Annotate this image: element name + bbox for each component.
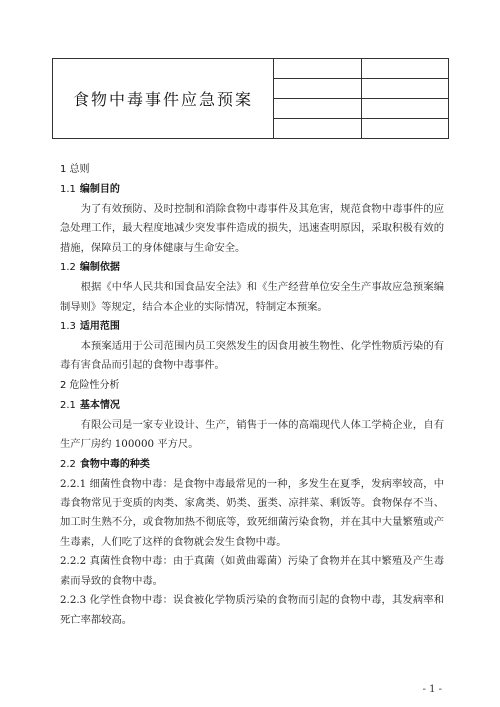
- section-number: 1.2: [60, 262, 76, 274]
- paragraph-1-1: 为了有效预防、及时控制和消除食物中毒事件及其危害，规范食物中毒事件的应急处理工作，最大程度地减少突发事件造成的损失，迅速查明原因，采取积极有效的措施，保障员工的身体健康与生命安全。: [60, 203, 444, 254]
- header-cell: [361, 119, 449, 139]
- section-title: 食物中毒的种类: [79, 458, 150, 470]
- header-table: [52, 58, 449, 139]
- section-heading-1-3: [60, 317, 444, 337]
- paragraph-2-2-3: 2.2.3 化学性食物中毒：误食被化学物质污染的食物而引起的食物中毒，其发病率和死亡率都较高。: [60, 594, 444, 626]
- paragraph-2-2-2: 2.2.2 真菌性食物中毒：由于真菌（如黄曲霉菌）污染了食物并在其中繁殖及产生毒素而导致的食物中毒。: [60, 555, 444, 587]
- section-title: 编制目的: [79, 184, 120, 195]
- section-heading-1-2: [60, 258, 444, 278]
- section-title: 编制依据: [79, 262, 120, 274]
- paragraph-2-2-1: 2.2.1 细菌性食物中毒：是食物中毒最常见的一种，多发生在夏季，发病率较高，中毒食物常见于变质的肉类、家禽类、奶类、蛋类、凉拌菜、剩饭等。食物保存不当、加工时生熟不分，或食物加热不彻底等，致死细菌污染食物，并在其中大量繁殖或产生毒素，人们吃了这样的食物就会发生食物中毒。: [60, 477, 444, 548]
- header-cell: [274, 59, 362, 79]
- section-heading-1-1: [60, 180, 444, 200]
- section-number: 1.1: [60, 184, 76, 195]
- paragraph-1-2: 根据《中华人民共和国食品安全法》和《生产经营单位安全生产事故应急预案编制导则》等规定，结合本企业的实际情况，特制定本预案。: [60, 281, 444, 313]
- header-cell: [274, 79, 362, 99]
- header-cell: [361, 59, 449, 79]
- section-heading-1: 1 总则: [60, 164, 90, 175]
- section-number: 1.3: [60, 321, 76, 333]
- paragraph-1-3: 本预案适用于公司范围内员工突然发生的因食用被生物性、化学性物质污染的有毒有害食品而引起的食物中毒事件。: [60, 340, 444, 372]
- section-title: 适用范围: [79, 321, 120, 333]
- document-title: 食物中毒事件应急预案: [53, 59, 274, 139]
- header-cell: [274, 99, 362, 119]
- section-heading-2-1: [60, 396, 444, 416]
- section-heading-2: 2 危险性分析: [60, 379, 120, 391]
- document-body: [60, 160, 444, 630]
- section-number: 2.2: [60, 458, 76, 470]
- header-cell: [361, 79, 449, 99]
- page-number: - 1 -: [422, 684, 442, 695]
- section-heading-2-2: [60, 455, 444, 475]
- section-title: 基本情况: [79, 399, 120, 411]
- section-number: 2.1: [60, 399, 76, 411]
- header-cell: [274, 119, 362, 139]
- header-cell: [361, 99, 449, 119]
- paragraph-2-1: 有限公司是一家专业设计、生产，销售于一体的高端现代人体工学椅企业，自有生产厂房约 100000 平方尺。: [60, 418, 444, 451]
